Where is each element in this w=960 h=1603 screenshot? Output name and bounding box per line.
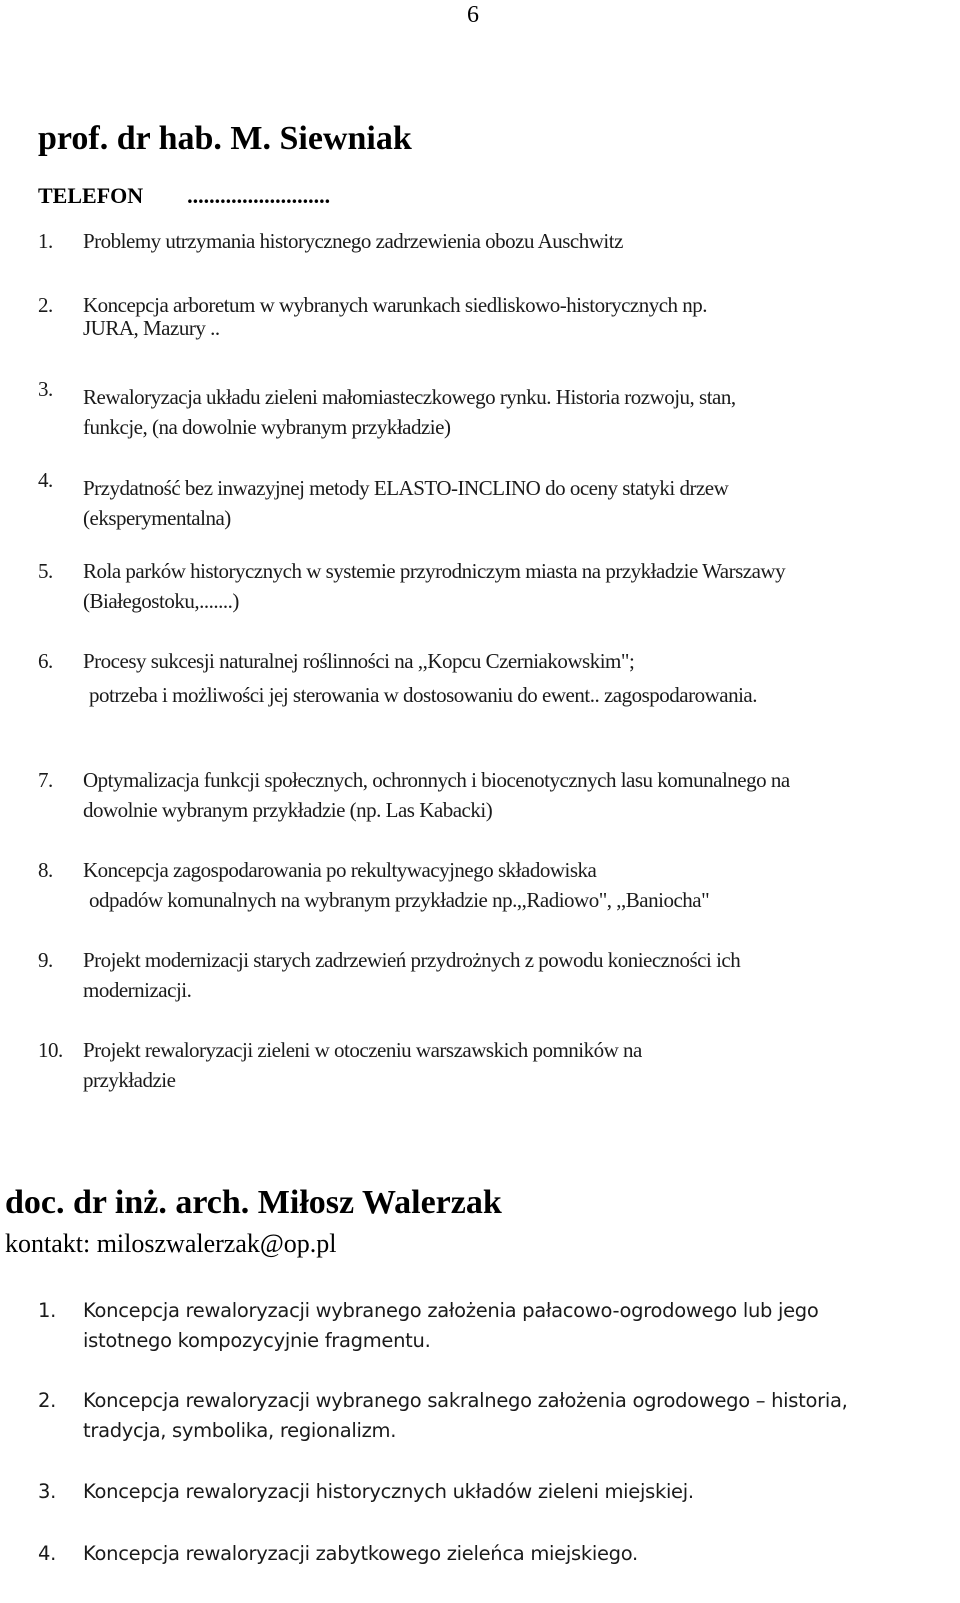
topic-text: potrzeba i możliwości jej sterowania w dostosowaniu do ewent.. zagospodarowania.: [89, 683, 757, 707]
topic-item: [38, 945, 943, 1005]
topic-item: [38, 1035, 943, 1095]
topic-item: [38, 374, 943, 442]
topic-text: Koncepcja rewaloryzacji historycznych układów zieleni miejskiej.: [83, 1480, 694, 1503]
topic-number: 2.: [38, 1389, 57, 1412]
topic-number: 9.: [38, 948, 53, 972]
supervisor-name-siewniak: prof. dr hab. M. Siewniak: [38, 120, 412, 157]
topic-item: [38, 226, 943, 256]
phone-label: TELEFON: [38, 183, 144, 208]
topic-item: [38, 465, 943, 533]
topic-text: (Białegostoku,.......): [83, 589, 239, 613]
topic-number: 3.: [38, 377, 53, 401]
topic-text: Rola parków historycznych w systemie przyrodniczym miasta na przykładzie Warszawy: [83, 559, 786, 583]
topic-number: 3.: [38, 1480, 57, 1503]
topic-text: Przydatność bez inwazyjnej metody ELASTO-INCLINO do oceny statyki drzew: [83, 476, 729, 500]
topic-number: 6.: [38, 649, 53, 673]
topic-number: 2.: [38, 293, 53, 317]
topic-item: [38, 283, 943, 343]
topic-text: Koncepcja rewaloryzacji wybranego założenia pałacowo-ogrodowego lub jego: [83, 1299, 819, 1322]
topic-text: JURA, Mazury ..: [83, 316, 220, 340]
supervisor-name-walerzak: doc. dr inż. arch. Miłosz Walerzak: [5, 1184, 502, 1221]
topic-text: istotnego kompozycyjnie fragmentu.: [83, 1329, 431, 1352]
topic-text: przykładzie: [83, 1068, 176, 1092]
topic-number: 1.: [38, 229, 53, 253]
topic-text: Koncepcja zagospodarowania po rekultywacyjnego składowiska: [83, 858, 597, 882]
topic-number: 5.: [38, 559, 53, 583]
topic-text: tradycja, symbolika, regionalizm.: [83, 1419, 397, 1442]
topic-text: Procesy sukcesji naturalnej roślinności na ,,Kopcu Czerniakowskim";: [83, 649, 635, 673]
topic-text: Projekt modernizacji starych zadrzewień przydrożnych z powodu konieczności ich: [83, 948, 741, 972]
topic-text: Optymalizacja funkcji społecznych, ochronnych i biocenotycznych lasu komunalnego na: [83, 768, 790, 792]
topic-number: 8.: [38, 858, 53, 882]
phone-value: ..........................: [187, 183, 331, 208]
topic-text: odpadów komunalnych na wybranym przykładzie np.,,Radiowo", ,,Baniocha": [89, 888, 710, 912]
topic-text: Koncepcja arboretum w wybranych warunkach siedliskowo-historycznych np.: [83, 293, 708, 317]
topic-number: 4.: [38, 468, 53, 492]
topic-number: 1.: [38, 1299, 57, 1322]
topic-number: 7.: [38, 768, 53, 792]
topic-text: Koncepcja rewaloryzacji wybranego sakralnego założenia ogrodowego – historia,: [83, 1389, 848, 1412]
topic-text: Projekt rewaloryzacji zieleni w otoczeniu warszawskich pomników na: [83, 1038, 642, 1062]
topic-item: [38, 1539, 943, 1569]
topic-text: Koncepcja rewaloryzacji zabytkowego zieleńca miejskiego.: [83, 1542, 638, 1565]
topic-text: Problemy utrzymania historycznego zadrzewienia obozu Auschwitz: [83, 229, 623, 253]
topic-item: [38, 1386, 943, 1446]
topic-item: [38, 855, 943, 915]
topic-item: [38, 646, 943, 710]
topic-item: [38, 1477, 943, 1507]
topic-text: funkcje, (na dowolnie wybranym przykładzie): [83, 415, 451, 439]
phone-line: [38, 183, 330, 209]
topic-item: [38, 556, 943, 616]
topic-text: (eksperymentalna): [83, 506, 231, 530]
topic-number: 4.: [38, 1542, 57, 1565]
topic-text: Rewaloryzacja układu zieleni małomiasteczkowego rynku. Historia rozwoju, stan,: [83, 385, 736, 409]
topic-text: modernizacji.: [83, 978, 192, 1002]
topic-number: 10.: [38, 1038, 63, 1062]
topic-text: dowolnie wybranym przykładzie (np. Las Kabacki): [83, 798, 493, 822]
contact-email: kontakt: miloszwalerzak@op.pl: [5, 1229, 337, 1258]
topic-item: [38, 765, 943, 825]
topic-item: [38, 1296, 943, 1356]
page-number: 6: [467, 2, 479, 28]
